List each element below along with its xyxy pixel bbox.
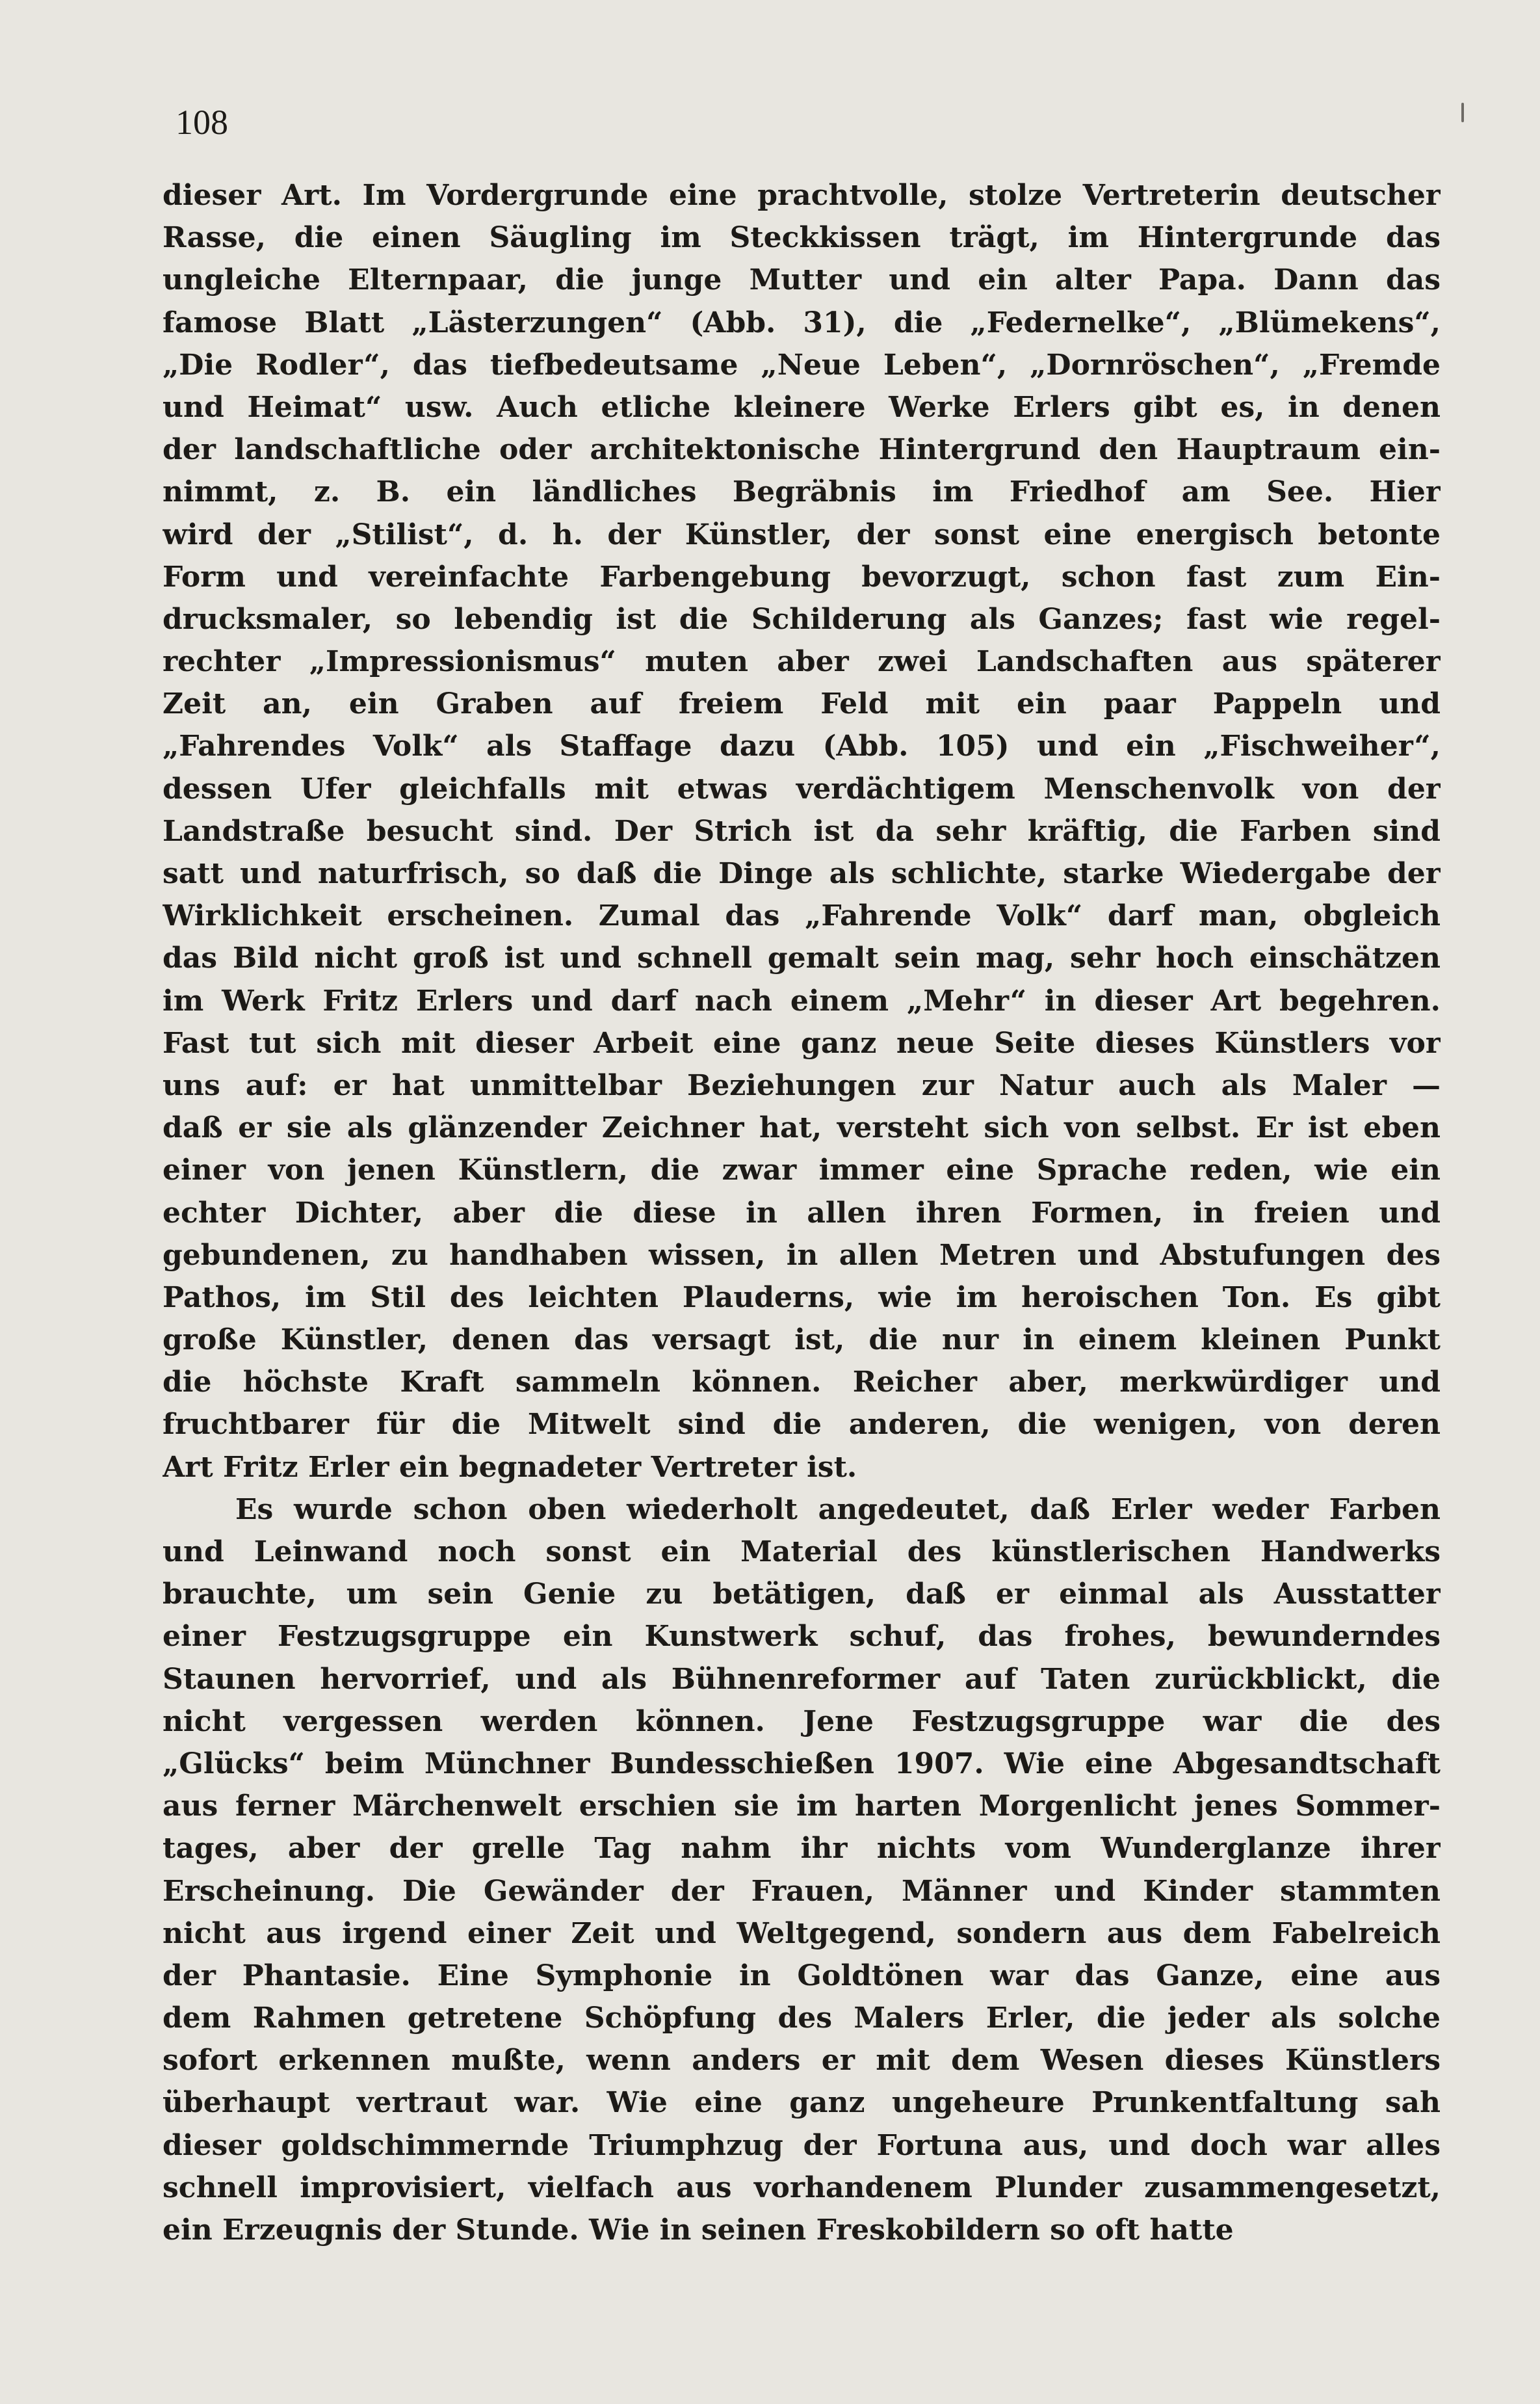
text-line: „Fahrendes Volk“ als Staffage dazu (Abb. 105) und ein „Fischweiher“, bbox=[163, 730, 1441, 763]
text-line: große Künstler, denen das versagt ist, die nur in einem kleinen Punkt bbox=[163, 1323, 1441, 1357]
text-line: überhaupt vertraut war. Wie eine ganz ungeheure Prunkentfaltung sah bbox=[163, 2086, 1441, 2120]
page-number: 108 bbox=[176, 103, 228, 142]
text-line: das Bild nicht groß ist und schnell gemalt sein mag, sehr hoch einschätzen bbox=[163, 942, 1441, 975]
text-line: nicht vergessen werden können. Jene Festzugsgruppe war die des bbox=[163, 1704, 1441, 1738]
text-line: Zeit an, ein Graben auf freiem Feld mit ein paar Pappeln und bbox=[163, 687, 1441, 721]
text-line: uns auf: er hat unmittelbar Beziehungen zur Natur auch als Maler — bbox=[163, 1068, 1441, 1102]
text-line: einer von jenen Künstlern, die zwar immer eine Sprache reden, wie ein bbox=[163, 1154, 1441, 1187]
text-line: ein Erzeugnis der Stunde. Wie in seinen Freskobildern so oft hatte bbox=[163, 2213, 1234, 2247]
body-text bbox=[163, 174, 1441, 2251]
text-line: ungleiche Elternpaar, die junge Mutter und ein alter Papa. Dann das bbox=[163, 263, 1441, 297]
text-line: Art Fritz Erler ein begnadeter Vertreter ist. bbox=[163, 1450, 857, 1484]
text-line: schnell improvisiert, vielfach aus vorhandenem Plunder zusammengesetzt, bbox=[163, 2171, 1441, 2204]
text-line: Landstraße besucht sind. Der Strich ist da sehr kräftig, die Farben sind bbox=[163, 814, 1441, 848]
text-line: sofort erkennen mußte, wenn anders er mit dem Wesen dieses Künstlers bbox=[163, 2044, 1441, 2078]
text-line: daß er sie als glänzender Zeichner hat, versteht sich von selbst. Er ist eben bbox=[163, 1111, 1441, 1145]
text-line: und Heimat“ usw. Auch etliche kleinere Werke Erlers gibt es, in denen bbox=[163, 390, 1441, 424]
text-line: nimmt, z. B. ein ländliches Begräbnis im Friedhof am See. Hier bbox=[163, 475, 1441, 509]
text-line: Staunen hervorrief, und als Bühnenreformer auf Taten zurückblickt, die bbox=[163, 1662, 1441, 1696]
text-line: aus ferner Märchenwelt erschien sie im harten Morgenlicht jenes Sommer- bbox=[163, 1790, 1441, 1823]
text-line: im Werk Fritz Erlers und darf nach einem „Mehr“ in dieser Art begehren. bbox=[163, 984, 1441, 1018]
text-line: einer Festzugsgruppe ein Kunstwerk schuf, das frohes, bewunderndes bbox=[163, 1620, 1441, 1654]
text-line: fruchtbarer für die Mitwelt sind die anderen, die wenigen, von deren bbox=[163, 1408, 1441, 1442]
text-line: dem Rahmen getretene Schöpfung des Malers Erler, die jeder als solche bbox=[163, 2001, 1441, 2035]
text-line: „Die Rodler“, das tiefbedeutsame „Neue Leben“, „Dornröschen“, „Fremde bbox=[163, 348, 1441, 382]
text-line: brauchte, um sein Genie zu betätigen, daß er einmal als Ausstatter bbox=[163, 1578, 1441, 1611]
print-mark bbox=[1461, 103, 1464, 122]
text-line: Es wurde schon oben wiederholt angedeutet, daß Erler weder Farben bbox=[235, 1492, 1441, 1526]
paragraph bbox=[163, 174, 1441, 1488]
text-line: Form und vereinfachte Farbengebung bevorzugt, schon fast zum Ein- bbox=[163, 560, 1441, 594]
text-line: echter Dichter, aber die diese in allen ihren Formen, in freien und bbox=[163, 1196, 1441, 1230]
text-line: der Phantasie. Eine Symphonie in Goldtönen war das Ganze, eine aus bbox=[163, 1959, 1441, 1992]
paragraph bbox=[163, 1488, 1441, 2251]
text-line: nicht aus irgend einer Zeit und Weltgegend, sondern aus dem Fabelreich bbox=[163, 1916, 1441, 1950]
text-line: drucksmaler, so lebendig ist die Schilderung als Ganzes; fast wie regel- bbox=[163, 602, 1441, 636]
text-line: satt und naturfrisch, so daß die Dinge als schlichte, starke Wiedergabe der bbox=[163, 857, 1441, 890]
text-line: tages, aber der grelle Tag nahm ihr nichts vom Wunderglanze ihrer bbox=[163, 1832, 1441, 1866]
text-line: dessen Ufer gleichfalls mit etwas verdächtigem Menschenvolk von der bbox=[163, 772, 1441, 806]
text-line: Fast tut sich mit dieser Arbeit eine ganz neue Seite dieses Künstlers vor bbox=[163, 1026, 1441, 1060]
text-line: dieser Art. Im Vordergrunde eine prachtvolle, stolze Vertreterin deutscher bbox=[163, 179, 1441, 212]
text-line: der landschaftliche oder architektonische Hintergrund den Hauptraum ein- bbox=[163, 433, 1441, 467]
text-line: gebundenen, zu handhaben wissen, in allen Metren und Abstufungen des bbox=[163, 1238, 1441, 1272]
text-line: Rasse, die einen Säugling im Steckkissen trägt, im Hintergrunde das bbox=[163, 221, 1441, 255]
text-line: Pathos, im Stil des leichten Plauderns, wie im heroischen Ton. Es gibt bbox=[163, 1280, 1441, 1314]
text-line: rechter „Impressionismus“ muten aber zwei Landschaften aus späterer bbox=[163, 645, 1441, 679]
text-line: Erscheinung. Die Gewänder der Frauen, Männer und Kinder stammten bbox=[163, 1874, 1441, 1908]
text-line: dieser goldschimmernde Triumphzug der Fortuna aus, und doch war alles bbox=[163, 2128, 1441, 2162]
text-line: und Leinwand noch sonst ein Material des künstlerischen Handwerks bbox=[163, 1535, 1441, 1568]
text-line: wird der „Stilist“, d. h. der Künstler, der sonst eine energisch betonte bbox=[163, 518, 1441, 551]
text-line: famose Blatt „Lästerzungen“ (Abb. 31), die „Federnelke“, „Blümekens“, bbox=[163, 306, 1441, 339]
text-line: die höchste Kraft sammeln können. Reicher aber, merkwürdiger und bbox=[163, 1366, 1441, 1399]
text-line: Wirklichkeit erscheinen. Zumal das „Fahrende Volk“ darf man, obgleich bbox=[163, 899, 1441, 933]
text-line: „Glücks“ beim Münchner Bundesschießen 1907. Wie eine Abgesandtschaft bbox=[163, 1747, 1441, 1780]
